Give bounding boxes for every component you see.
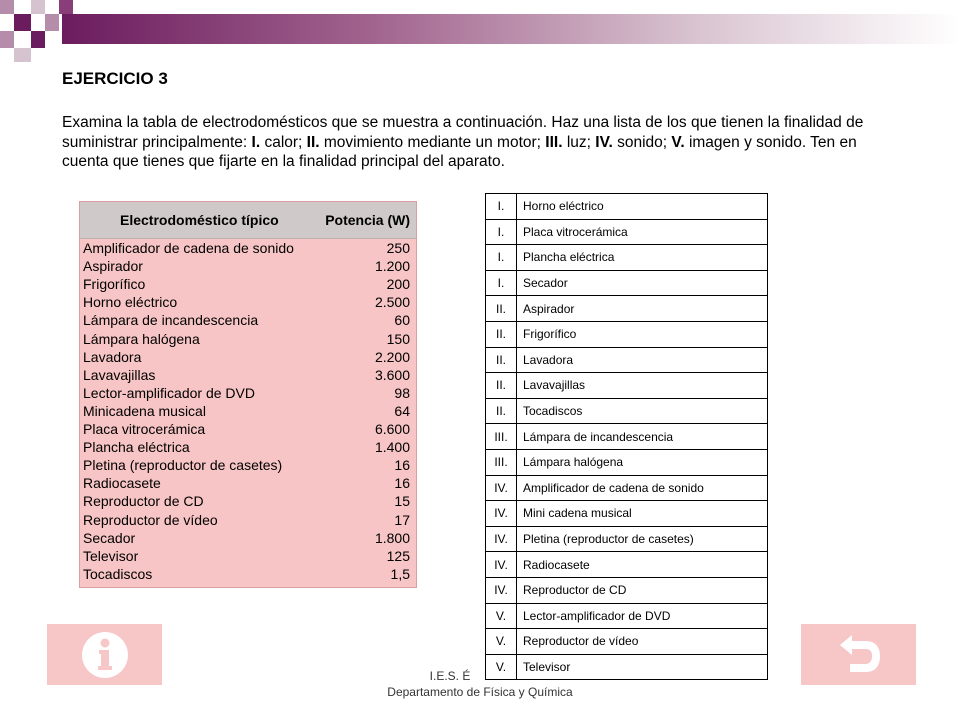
- item-cell: Pletina (reproductor de casetes): [517, 526, 768, 552]
- appliance-power: 98: [394, 384, 410, 401]
- appliance-name: Secador: [83, 529, 136, 546]
- item-cell: Plancha eléctrica: [517, 245, 768, 271]
- category-cell: IV.: [486, 526, 517, 552]
- appliance-name: Televisor: [83, 547, 139, 564]
- appliance-name: Lector-amplificador de DVD: [83, 384, 255, 401]
- classification-row: [486, 398, 768, 424]
- appliance-row: [80, 257, 416, 275]
- appliance-row: [80, 511, 416, 529]
- classification-row: [486, 245, 768, 271]
- appliance-row: [80, 492, 416, 510]
- classification-row: [486, 194, 768, 220]
- category-cell: IV.: [486, 552, 517, 578]
- item-cell: Aspirador: [517, 296, 768, 322]
- item-cell: Horno eléctrico: [517, 194, 768, 220]
- appliance-name: Lavavajillas: [83, 366, 156, 383]
- appliance-name: Placa vitrocerámica: [83, 421, 206, 437]
- category-cell: II.: [486, 321, 517, 347]
- category-cell: V.: [486, 654, 517, 680]
- category-cell: IV.: [486, 577, 517, 603]
- category-cell: III.: [486, 449, 517, 475]
- item-cell: Reproductor de CD: [517, 577, 768, 603]
- category-cell: V.: [486, 603, 517, 629]
- appliance-name: Tocadiscos: [83, 565, 153, 582]
- appliance-name: Lámpara halógena: [83, 330, 200, 347]
- category-cell: II.: [486, 373, 517, 399]
- appliance-power: 17: [394, 511, 410, 528]
- appliance-row: [80, 275, 416, 293]
- header-appliance: Electrodoméstico típico: [120, 212, 279, 228]
- appliance-row: [80, 311, 416, 329]
- appliance-power: 15: [394, 493, 410, 510]
- appliance-name: Pletina (reproductor de casetes): [83, 457, 283, 474]
- appliance-row: [80, 293, 416, 311]
- appliance-name: Lámpara de incandescencia: [83, 312, 259, 329]
- classification-row: [486, 577, 768, 603]
- item-cell: Secador: [517, 270, 768, 296]
- item-cell: Radiocasete: [517, 552, 768, 578]
- item-cell: Lámpara de incandescencia: [517, 424, 768, 450]
- appliance-power: 2.200: [374, 348, 410, 365]
- classification-row: [486, 449, 768, 475]
- appliance-name: Reproductor de CD: [83, 493, 204, 510]
- appliance-power: 1,5: [390, 565, 410, 582]
- appliance-power: 60: [394, 312, 410, 329]
- appliance-row: [80, 438, 416, 456]
- appliance-name: Radiocasete: [83, 475, 161, 492]
- category-cell: III.: [486, 424, 517, 450]
- appliance-name: Horno eléctrico: [83, 294, 178, 311]
- classification-row: [486, 373, 768, 399]
- category-cell: IV.: [486, 475, 517, 501]
- exercise-instructions: Examina la tabla de electrodomésticos que se muestra a continuación. Haz una lista de los que tienen la finalidad de suministrar principalmente: I. calor; II. movimiento mediante un motor; III. luz; IV. sonido; V. imagen y sonido. Ten en cuenta que tienes que fijarte en la finalidad principal del aparato.: [62, 114, 864, 170]
- appliance-row: [80, 402, 416, 420]
- classification-row: [486, 219, 768, 245]
- appliance-power: 16: [394, 457, 410, 474]
- item-cell: Frigorífico: [517, 321, 768, 347]
- classification-table: [485, 193, 768, 680]
- classification-row: [486, 603, 768, 629]
- category-cell: I.: [486, 270, 517, 296]
- category-cell: V.: [486, 629, 517, 655]
- classification-row: [486, 475, 768, 501]
- appliance-name: Reproductor de vídeo: [83, 511, 218, 528]
- appliance-row: [80, 420, 416, 438]
- classification-row: [486, 501, 768, 527]
- category-cell: I.: [486, 194, 517, 220]
- appliance-power: 6.600: [374, 421, 410, 437]
- appliance-row: [80, 565, 416, 583]
- classification-row: [486, 321, 768, 347]
- category-cell: II.: [486, 296, 517, 322]
- appliance-power: 64: [394, 402, 410, 419]
- category-cell: IV.: [486, 501, 517, 527]
- classification-row: [486, 526, 768, 552]
- appliance-power: 125: [386, 547, 410, 564]
- appliance-name: Frigorífico: [83, 276, 146, 293]
- appliance-row: [80, 456, 416, 474]
- category-cell: I.: [486, 245, 517, 271]
- footer-department: Departamento de Física y Química: [387, 685, 573, 699]
- appliance-power: 200: [386, 276, 410, 293]
- appliance-row: [80, 474, 416, 492]
- appliance-row: [80, 239, 416, 257]
- item-cell: Mini cadena musical: [517, 501, 768, 527]
- appliance-power: 1.400: [374, 439, 410, 456]
- appliance-power: 3.600: [374, 366, 410, 383]
- appliance-name: Amplificador de cadena de sonido: [83, 240, 294, 256]
- item-cell: Amplificador de cadena de sonido: [517, 475, 768, 501]
- classification-row: [486, 296, 768, 322]
- header-power: Potencia (W): [325, 212, 410, 228]
- item-cell: Tocadiscos: [517, 398, 768, 424]
- category-cell: I.: [486, 219, 517, 245]
- appliance-power: 150: [386, 330, 410, 347]
- classification-row: [486, 347, 768, 373]
- appliance-row: [80, 384, 416, 402]
- appliance-power: 1.800: [374, 529, 410, 546]
- item-cell: Lavavajillas: [517, 373, 768, 399]
- appliance-row: [80, 366, 416, 384]
- item-cell: Televisor: [517, 654, 768, 680]
- item-cell: Reproductor de vídeo: [517, 629, 768, 655]
- appliance-row: [80, 330, 416, 348]
- footer-school: I.E.S. É: [429, 669, 471, 683]
- category-cell: II.: [486, 347, 517, 373]
- item-cell: Lector-amplificador de DVD: [517, 603, 768, 629]
- appliance-row: [80, 348, 416, 366]
- appliance-name: Plancha eléctrica: [83, 439, 190, 456]
- appliance-power: 2.500: [374, 294, 410, 311]
- appliance-power-table: [79, 201, 417, 588]
- appliance-name: Aspirador: [83, 258, 143, 275]
- appliance-power: 1.200: [374, 258, 410, 275]
- exercise-title: EJERCICIO 3: [62, 69, 168, 88]
- item-cell: Placa vitrocerámica: [517, 219, 768, 245]
- classification-row: [486, 629, 768, 655]
- appliance-name: Lavadora: [83, 348, 142, 365]
- classification-row: [486, 424, 768, 450]
- appliance-power: 250: [386, 240, 410, 256]
- classification-row: [486, 270, 768, 296]
- appliance-table-header: [80, 202, 416, 239]
- appliance-row: [80, 547, 416, 565]
- category-cell: II.: [486, 398, 517, 424]
- appliance-power: 16: [394, 475, 410, 492]
- appliance-name: Minicadena musical: [83, 402, 206, 419]
- item-cell: Lavadora: [517, 347, 768, 373]
- classification-row: [486, 552, 768, 578]
- appliance-row: [80, 529, 416, 547]
- item-cell: Lámpara halógena: [517, 449, 768, 475]
